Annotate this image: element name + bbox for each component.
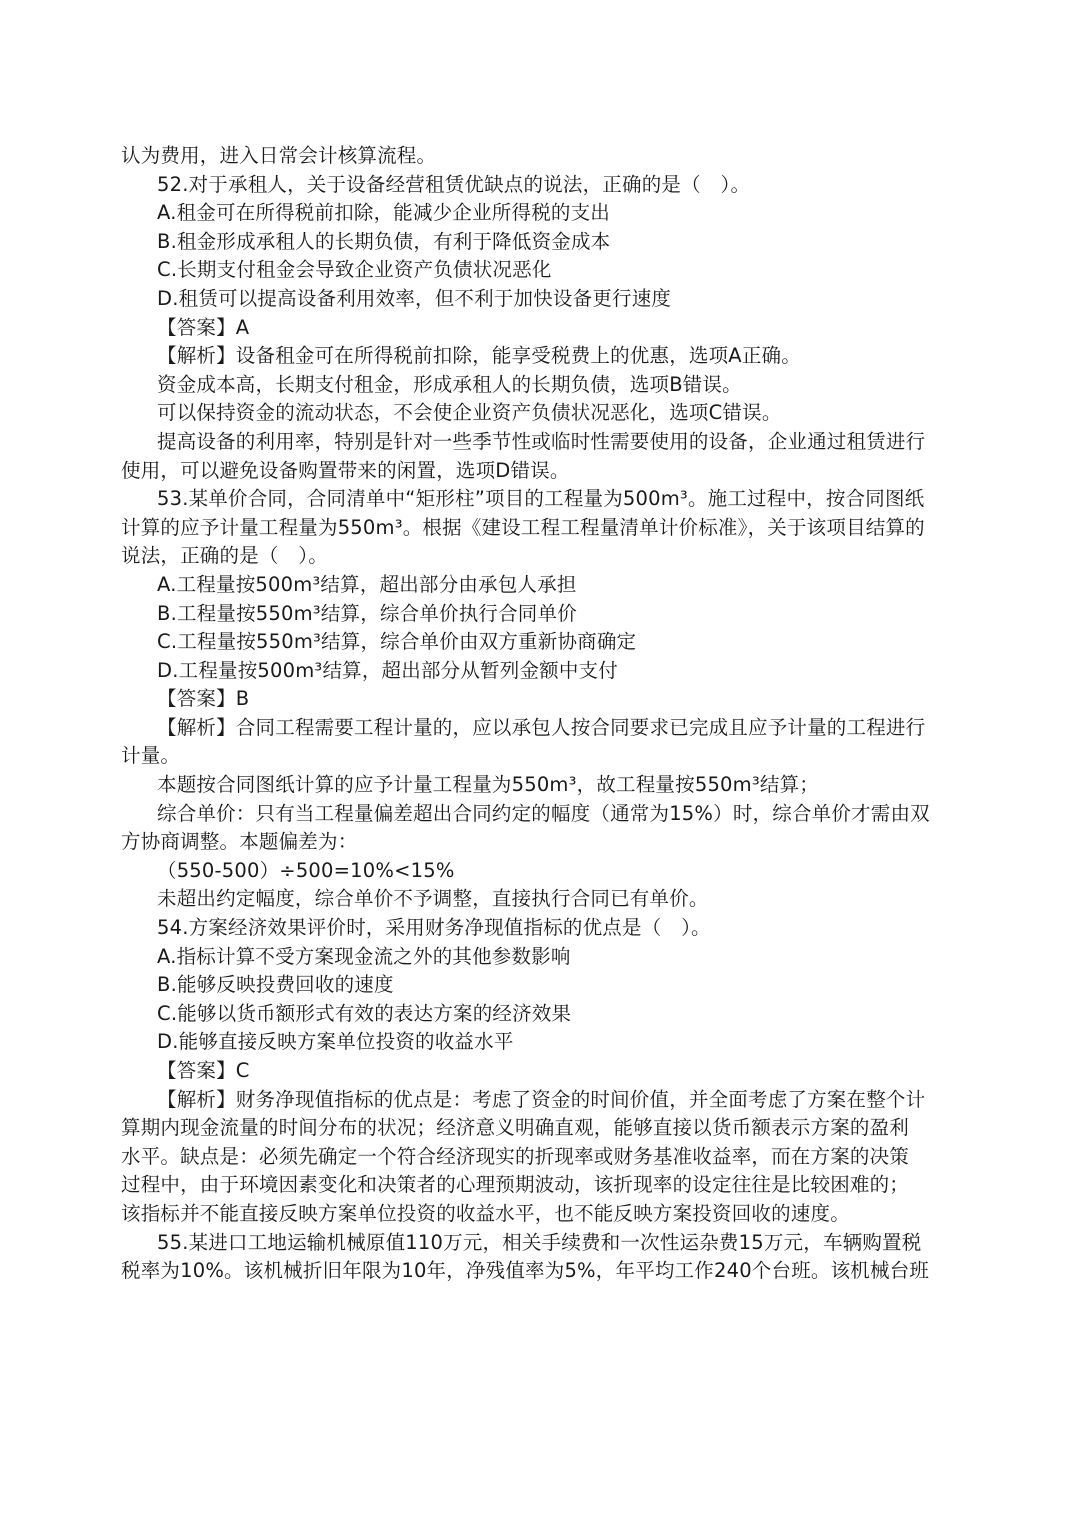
text-line: 54.方案经济效果评价时，采用财务净现值指标的优点是（ ）。 xyxy=(157,916,711,940)
text-line: A.指标计算不受方案现金流之外的其他参数影响 xyxy=(157,944,571,968)
text-line: 可以保持资金的流动状态，不会使企业资产负债状况恶化，选项C错误。 xyxy=(157,401,782,425)
text-line: 计算的应予计量工程量为550m³。根据《建设工程工程量清单计价标准》，关于该项目结算的 xyxy=(121,515,925,539)
text-line: 【解析】设备租金可在所得税前扣除，能享受税费上的优惠，选项A正确。 xyxy=(157,344,801,368)
text-line: 【解析】财务净现值指标的优点是：考虑了资金的时间价值，并全面考虑了方案在整个计 xyxy=(157,1087,926,1111)
text-line: D.能够直接反映方案单位投资的收益水平 xyxy=(157,1030,514,1054)
text-line: 算期内现金流量的时间分布的状况；经济意义明确直观，能够直接以货币额表示方案的盈利 xyxy=(121,1116,910,1140)
text-line: 55.某进口工地运输机械原值110万元，相关手续费和一次性运杂费15万元，车辆购置税 xyxy=(157,1230,922,1254)
text-line: 过程中，由于环境因素变化和决策者的心理预期波动，该折现率的设定往往是比较困难的； xyxy=(121,1173,910,1197)
text-line: 未超出约定幅度，综合单价不予调整，直接执行合同已有单价。 xyxy=(157,887,709,911)
text-line: 水平。缺点是：必须先确定一个符合经济现实的折现率或财务基准收益率，而在方案的决策 xyxy=(121,1144,910,1168)
text-line: （550-500）÷500=10%<15% xyxy=(157,858,455,882)
document-body xyxy=(121,142,999,1286)
text-line: D.工程量按500m³结算，超出部分从暂列金额中支付 xyxy=(157,658,618,682)
text-line: B.能够反映投费回收的速度 xyxy=(157,973,394,997)
text-line: 方协商调整。本题偏差为： xyxy=(121,830,358,854)
text-line: C.能够以货币额形式有效的表达方案的经济效果 xyxy=(157,1001,572,1025)
text-line: B.租金形成承租人的长期负债，有利于降低资金成本 xyxy=(157,229,611,253)
text-line: C.长期支付租金会导致企业资产负债状况恶化 xyxy=(157,258,552,282)
text-line: 认为费用，进入日常会计核算流程。 xyxy=(121,144,437,167)
text-line: 说法，正确的是（ ）。 xyxy=(121,544,328,568)
text-line: 52.对于承租人，关于设备经营租赁优缺点的说法，正确的是（ ）。 xyxy=(157,172,751,196)
text-line: D.租赁可以提高设备利用效率，但不利于加快设备更行速度 xyxy=(157,286,672,310)
text-line: A.租金可在所得税前扣除，能减少企业所得税的支出 xyxy=(157,201,610,225)
text-line: A.工程量按500m³结算，超出部分由承包人承担 xyxy=(157,572,577,596)
text-line: 【答案】B xyxy=(157,687,250,711)
text-line: 使用，可以避免设备购置带来的闲置，选项D错误。 xyxy=(121,458,570,482)
text-line: B.工程量按550m³结算，综合单价执行合同单价 xyxy=(157,601,577,625)
text-line: 综合单价：只有当工程量偏差超出合同约定的幅度（通常为15%）时，综合单价才需由双 xyxy=(157,801,930,825)
text-line: 计量。 xyxy=(121,744,181,768)
text-line: 【答案】A xyxy=(157,315,250,339)
text-line: 53.某单价合同，合同清单中“矩形柱”项目的工程量为500m³。施工过程中，按合同图纸 xyxy=(157,487,925,511)
text-line: C.工程量按550m³结算，综合单价由双方重新协商确定 xyxy=(157,630,637,654)
text-line: 【解析】合同工程需要工程计量的，应以承包人按合同要求已完成且应予计量的工程进行 xyxy=(157,715,926,739)
text-line: 【答案】C xyxy=(157,1059,250,1082)
text-line: 该指标并不能直接反映方案单位投资的收益水平，也不能反映方案投资回收的速度。 xyxy=(121,1201,850,1225)
text-line: 税率为10%。该机械折旧年限为10年，净残值率为5%，年平均工作240个台班。该机械台班 xyxy=(121,1259,930,1283)
text-line: 本题按合同图纸计算的应予计量工程量为550m³，故工程量按550m³结算； xyxy=(157,773,819,797)
text-line: 提高设备的利用率，特别是针对一些季节性或临时性需要使用的设备，企业通过租赁进行 xyxy=(157,429,926,453)
text-line: 资金成本高，长期支付租金，形成承租人的长期负债，选项B错误。 xyxy=(157,372,742,396)
